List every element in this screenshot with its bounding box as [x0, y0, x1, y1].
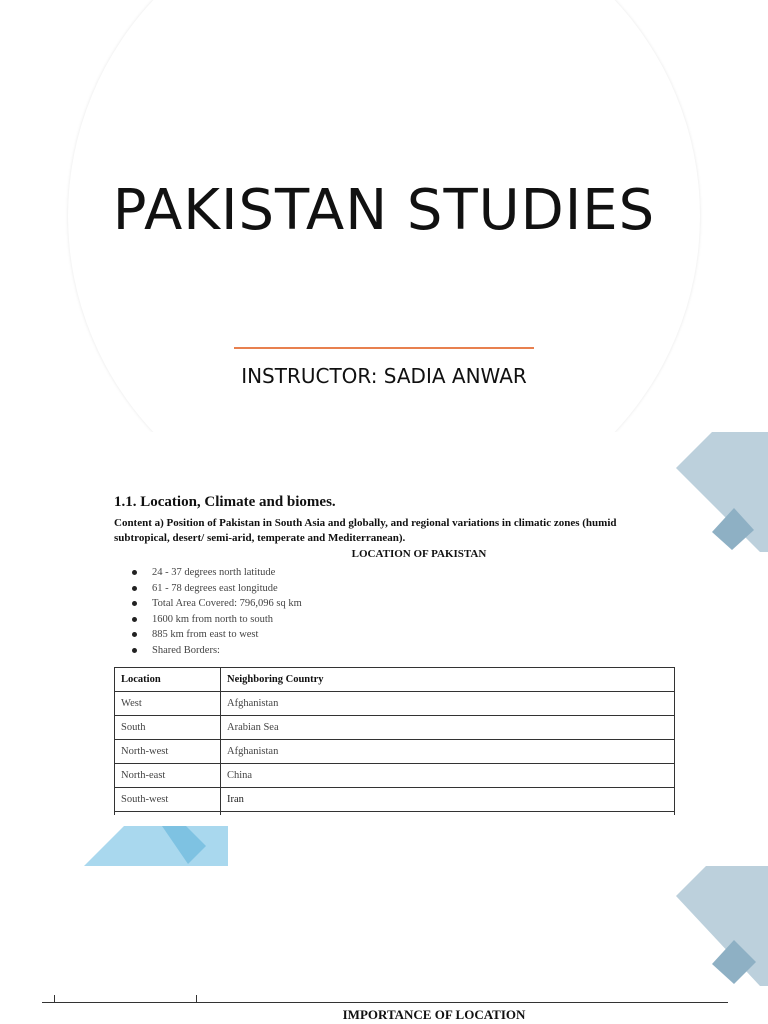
column-header-location: Location: [115, 668, 221, 692]
table-cell: Iran: [221, 788, 675, 812]
list-item: 885 km from east to west: [132, 627, 674, 643]
table-cell: South: [115, 716, 221, 740]
document-page: [114, 492, 674, 658]
table-cell: North-east: [115, 764, 221, 788]
table-row-partial: [115, 812, 675, 816]
table-cell: Afghanistan: [221, 740, 675, 764]
decorative-diamond-bottom-right: [676, 866, 768, 986]
section-heading: 1.1. Location, Climate and biomes.: [114, 494, 336, 510]
table-cell: [115, 812, 221, 816]
slide-subtitle: INSTRUCTOR: SADIA ANWAR: [241, 364, 527, 388]
borders-table: [114, 667, 675, 815]
title-accent-line: [234, 347, 534, 349]
list-item: Total Area Covered: 796,096 sq km: [132, 596, 674, 612]
table-cell: China: [221, 764, 675, 788]
table-cell: West: [115, 692, 221, 716]
decorative-trapezoid-left: [84, 826, 228, 866]
table-cell: Arabian Sea: [221, 716, 675, 740]
table-row: [115, 716, 675, 740]
table-row: [115, 764, 675, 788]
table-row: [115, 692, 675, 716]
column-header-country: Neighboring Country: [221, 668, 675, 692]
table-cell: [221, 812, 675, 816]
table-row: [115, 788, 675, 812]
decorative-diamond-top-right: [676, 432, 768, 552]
list-item: 1600 km from north to south: [132, 612, 674, 628]
location-subheading: LOCATION OF PAKISTAN: [351, 548, 487, 560]
list-item: Shared Borders:: [132, 643, 674, 659]
list-item: 61 - 78 degrees east longitude: [132, 581, 674, 597]
table-row: [115, 740, 675, 764]
table-header-row: [115, 668, 675, 692]
table-cell: South-west: [115, 788, 221, 812]
slide-title: PAKISTAN STUDIES: [112, 178, 656, 243]
title-slide: [0, 0, 768, 432]
list-item: 24 - 37 degrees north latitude: [132, 565, 674, 581]
section-content: Content a) Position of Pakistan in South Asia and globally, and regional variations in climatic zones (humid subtropical, desert/ semi-arid, temperate and Mediterranean).: [114, 517, 617, 544]
facts-list: [114, 565, 674, 658]
importance-heading: IMPORTANCE OF LOCATION: [342, 1007, 526, 1022]
table-cell: North-west: [115, 740, 221, 764]
table-border-line: [42, 1002, 728, 1003]
table-cell: Afghanistan: [221, 692, 675, 716]
